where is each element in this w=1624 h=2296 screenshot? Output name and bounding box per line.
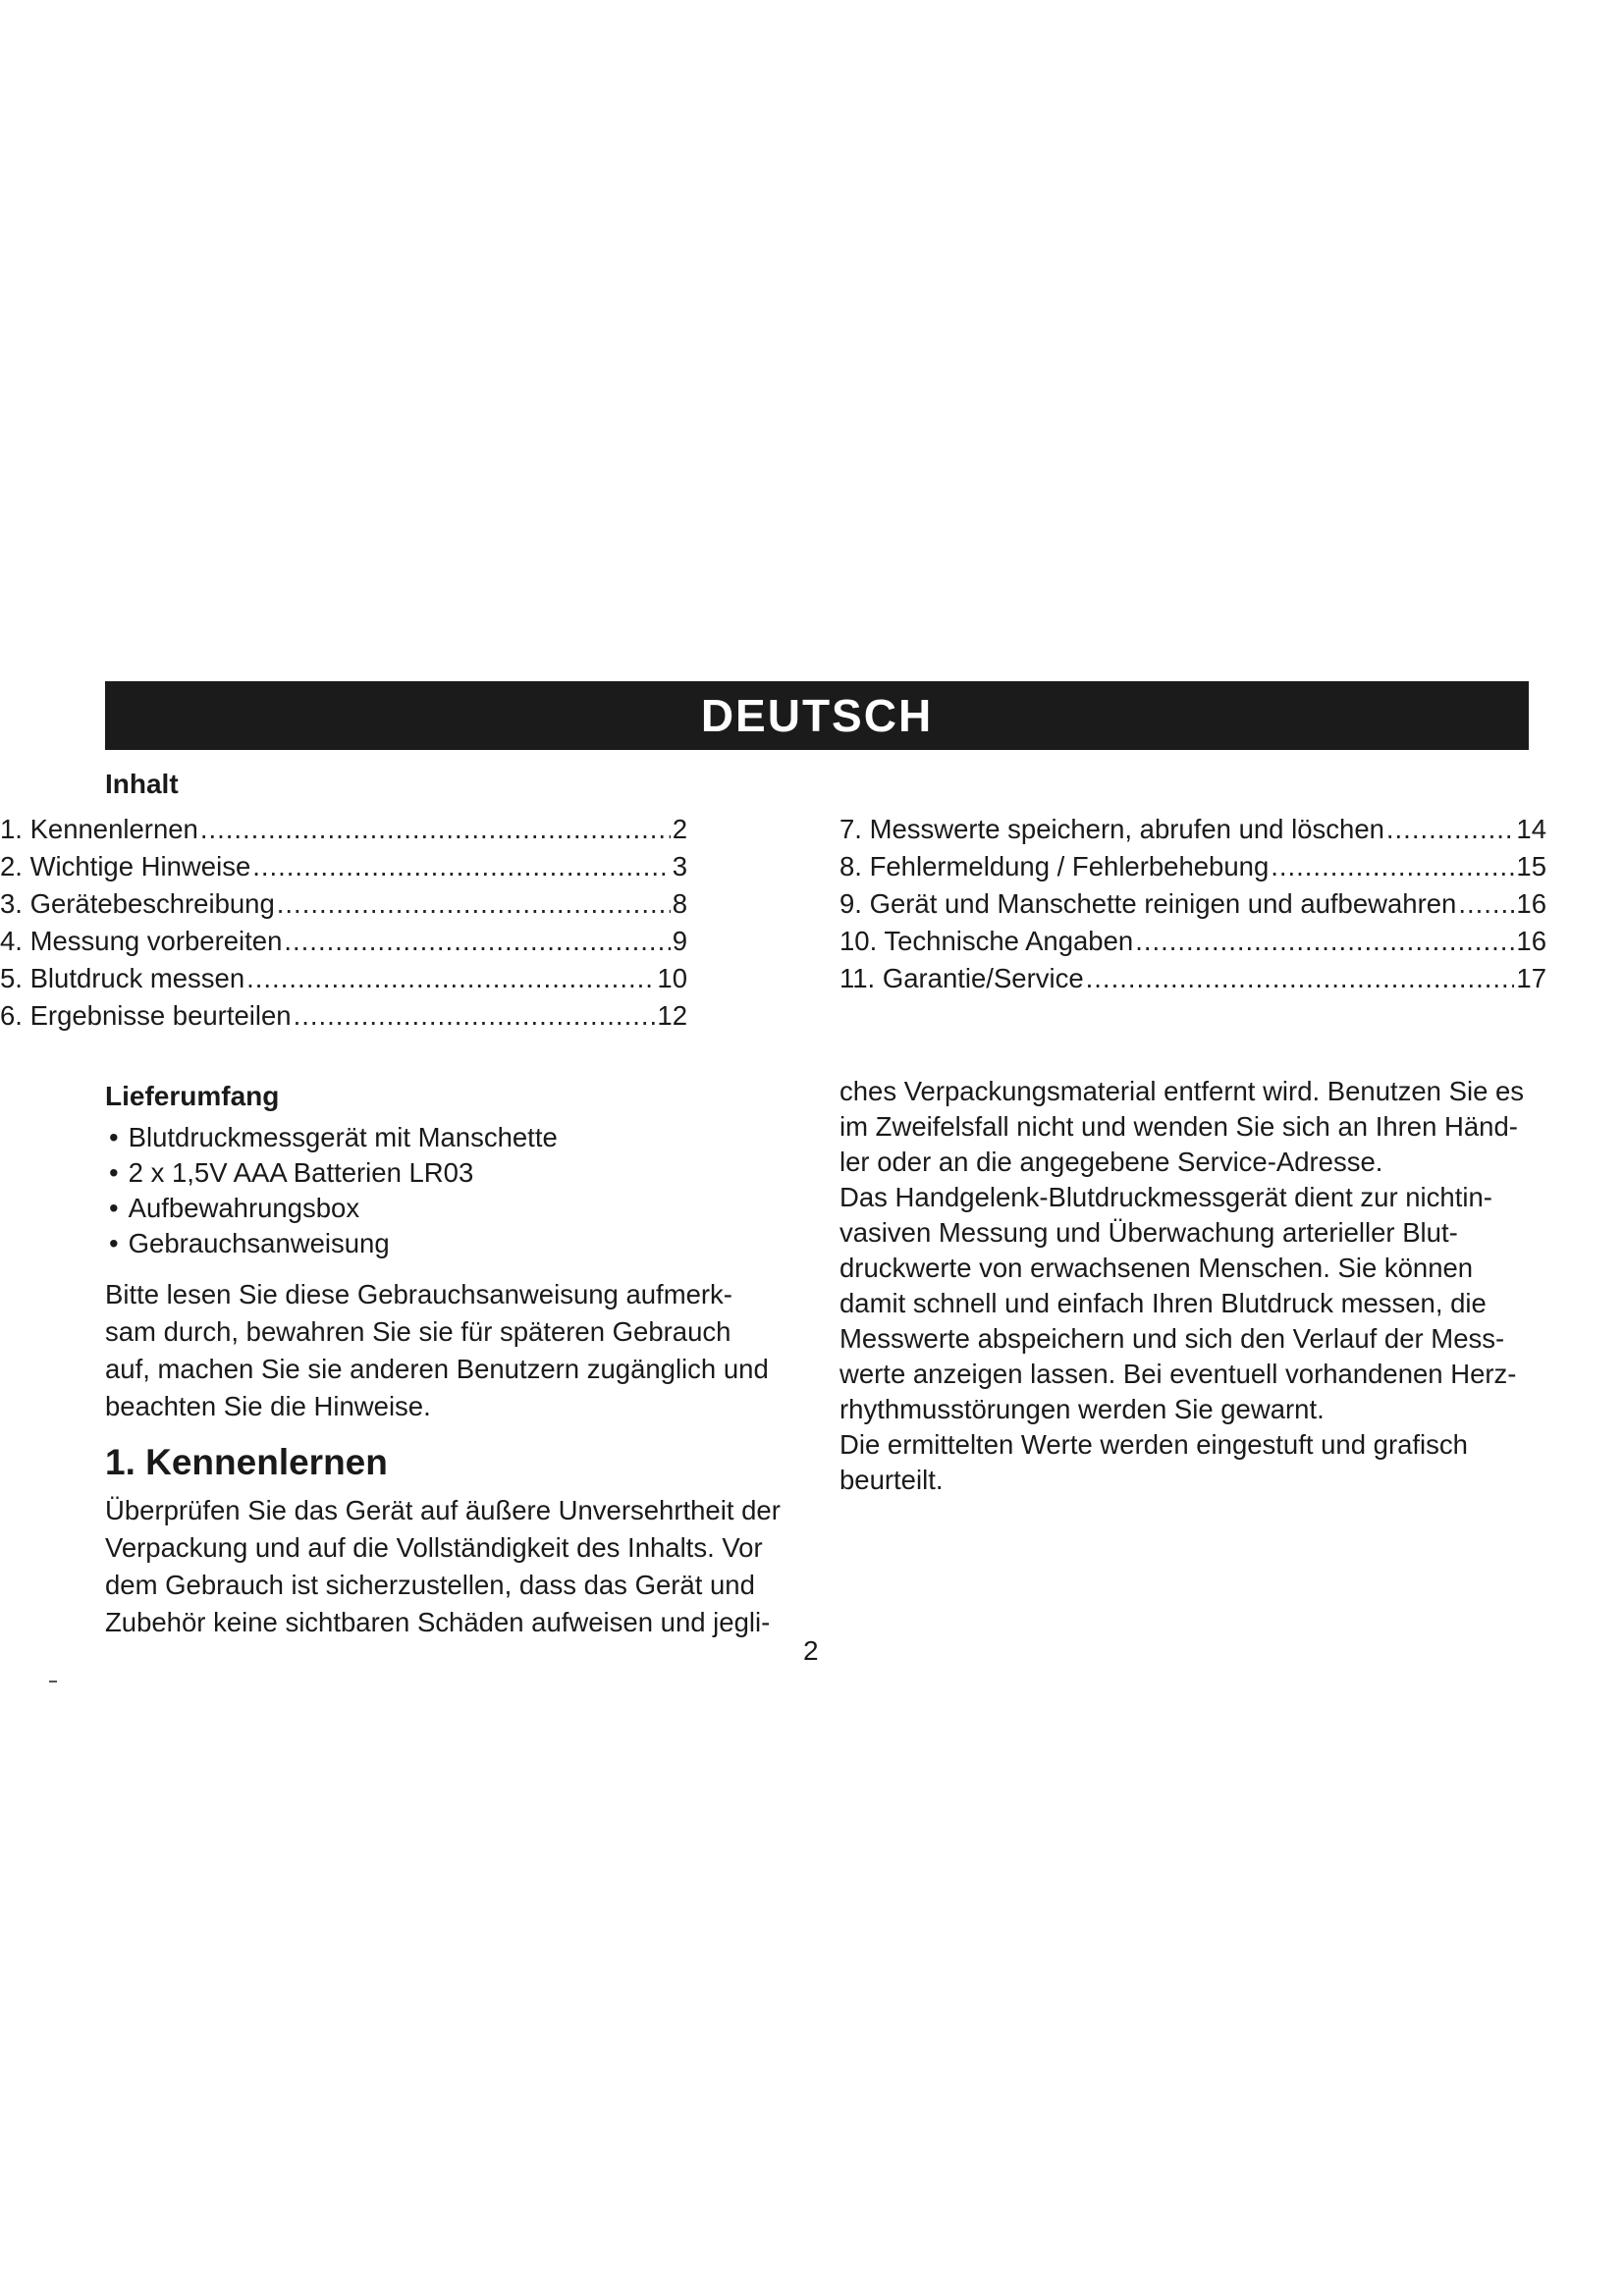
toc-left-column	[0, 811, 687, 1035]
lieferumfang-heading: Lieferumfang	[105, 1081, 280, 1111]
crop-mark	[49, 1681, 57, 1682]
toc-entry: 7. Messwerte speichern, abrufen und löschen ..... 14	[839, 811, 1546, 848]
toc-entry: 11. Garantie/Service ..... 17	[839, 960, 1546, 997]
list-item: • Gebrauchsanweisung	[105, 1225, 792, 1260]
toc-entry: 3. Gerätebeschreibung ..... 8	[0, 885, 687, 923]
language-title: DEUTSCH	[700, 690, 934, 741]
section-paragraph: Überprüfen Sie das Gerät auf äußere Unversehrtheit der Verpackung und auf die Vollständigkeit des Inhalts. Vor dem Gebrauch ist sicherzustellen, dass das Gerät und Zubehör keine sichtbaren Schäden aufweisen und jegli-	[105, 1495, 781, 1637]
toc-heading: Inhalt	[105, 769, 179, 799]
lieferumfang-list	[105, 1119, 792, 1260]
toc-entry: 4. Messung vorbereiten ..... 9	[0, 923, 687, 960]
intro-paragraph: Bitte lesen Sie diese Gebrauchsanweisung aufmerk- sam durch, bewahren Sie sie für späteren Gebrauch auf, machen Sie sie anderen Benutzern zugänglich und beachten Sie die Hinweise.	[105, 1279, 769, 1421]
toc-entry: 10. Technische Angaben ..... 16	[839, 923, 1546, 960]
toc-entry: 1. Kennenlernen ..... 2	[0, 811, 687, 848]
toc-entry: 6. Ergebnisse beurteilen ..... 12	[0, 997, 687, 1035]
section-paragraph-continued: ches Verpackungsmaterial entfernt wird. Benutzen Sie es im Zweifelsfall nicht und wenden Sie sich an Ihren Händ- ler oder an die angegebene Service-Adresse. Das Handgelenk-Blutdruckmessgerät dient zur nichtin- vasiven Messung und Überwachung arterieller Blut- druckwerte von erwachsenen Menschen. Sie können damit schnell und einfach Ihren Blutdruck messen, die Messwerte abspeichern und sich den Verlauf der Mess- werte anzeigen lassen. Bei eventuell vorhandenen Herz- rhythmusstörungen werden Sie gewarnt. Die ermittelten Werte werden eingestuft und grafisch beurteilt.	[839, 1076, 1525, 1495]
right-body-column	[839, 1074, 1527, 1498]
list-item: • 2 x 1,5V AAA Batterien LR03	[105, 1154, 792, 1190]
list-item: • Aufbewahrungsbox	[105, 1190, 792, 1225]
language-banner	[105, 681, 1529, 750]
toc-right-column	[839, 811, 1546, 997]
toc-entry: 5. Blutdruck messen ..... 10	[0, 960, 687, 997]
list-item: • Blutdruckmessgerät mit Manschette	[105, 1119, 792, 1154]
page-number: 2	[803, 1635, 819, 1666]
section-heading: 1. Kennenlernen	[105, 1442, 388, 1482]
toc-entry: 8. Fehlermeldung / Fehlerbehebung ..... 15	[839, 848, 1546, 885]
toc-entry: 9. Gerät und Manschette reinigen und aufbewahren ..... .16	[839, 885, 1546, 923]
left-body-column	[105, 1078, 792, 1641]
toc-entry: 2. Wichtige Hinweise ..... 3	[0, 848, 687, 885]
